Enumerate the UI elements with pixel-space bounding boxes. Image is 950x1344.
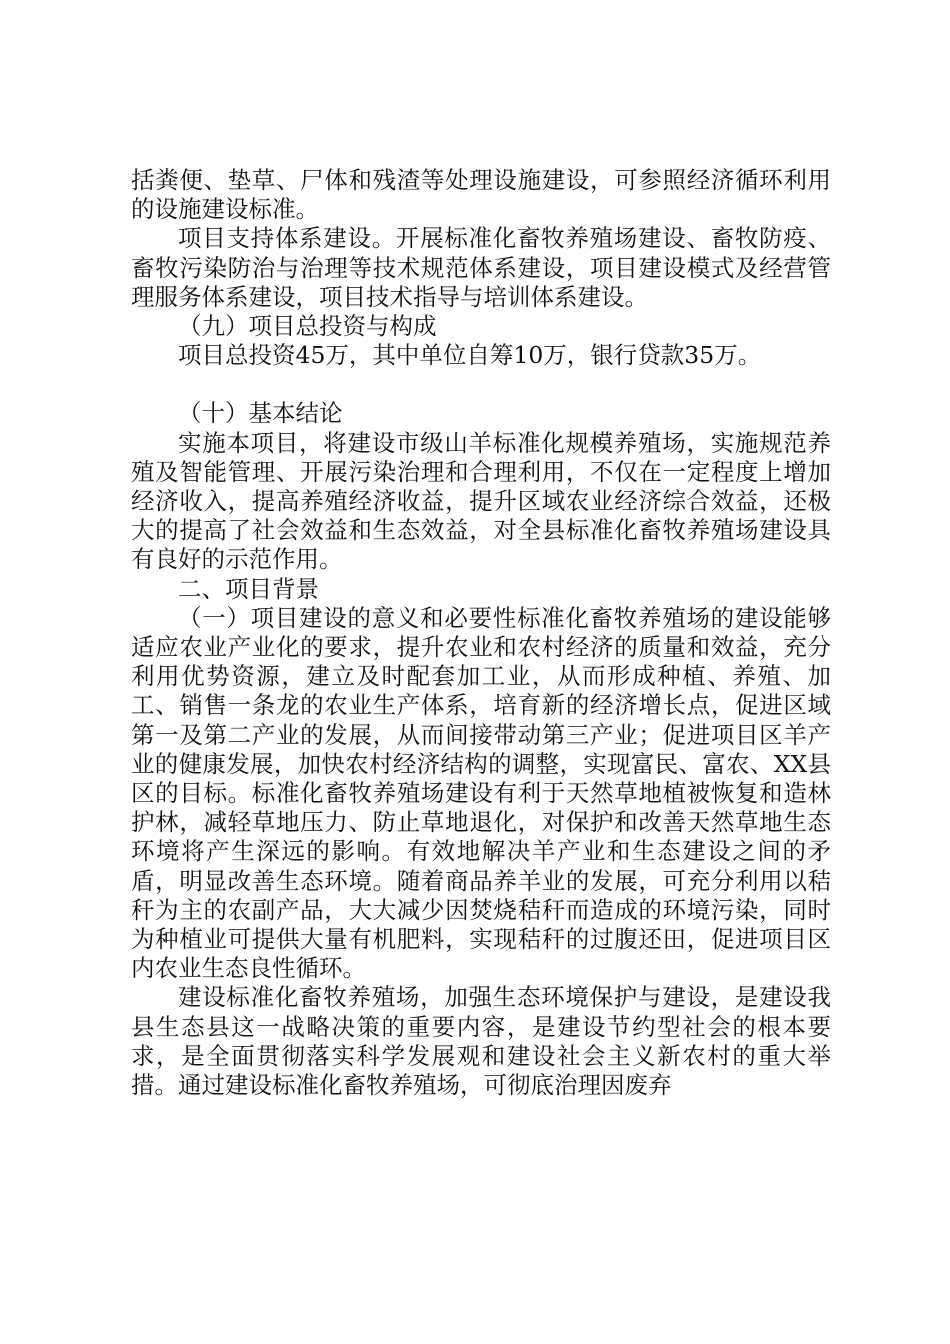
heading-background: 二、项目背景	[178, 574, 319, 603]
paragraph-support-system: 项目支持体系建设。开展标准化畜牧养殖场建设、畜牧防疫、畜牧污染防治与治理等技术规范体系建设，项目建设模式及经营管理服务体系建设，项目技术指导与培训体系建设。	[131, 224, 831, 311]
paragraph-conclusion: 实施本项目，将建设市级山羊标准化规模养殖场，实施规范养殖及智能管理、开展污染治理和合理利用，不仅在一定程度上增加经济收入，提高养殖经济收益，提升区域农业经济综合效益，还极大的提高了社会效益和生态效益，对全县标准化畜牧养殖场建设具有良好的示范作用。	[131, 428, 831, 574]
paragraph-continuation: 括粪便、垫草、尸体和残渣等处理设施建设，可参照经济循环利用的设施建设标准。	[131, 166, 831, 224]
paragraph-ecology: 建设标准化畜牧养殖场，加强生态环境保护与建设，是建设我县生态县这一战略决策的重要内容，是建设节约型社会的根本要求，是全面贯彻落实科学发展观和建设社会主义新农村的重大举措。通过建设标准化畜牧养殖场，可彻底治理因废弃	[131, 983, 831, 1100]
paragraph-investment: 项目总投资45万，其中单位自筹10万，银行贷款35万。	[178, 341, 762, 370]
heading-investment: （九）项目总投资与构成	[178, 312, 437, 341]
paragraph-significance: （一）项目建设的意义和必要性标准化畜牧养殖场的建设能够适应农业产业化的要求，提升农业和农村经济的质量和效益，充分利用优势资源，建立及时配套加工业，从而形成种植、养殖、加工、销售一条龙的农业生产体系，培育新的经济增长点，促进区域第一及第二产业的发展，从而间接带动第三产业；促进项目区羊产业的健康发展，加快农村经济结构的调整，实现富民、富农、XX县区的目标。标准化畜牧养殖场建设有利于天然草地植被恢复和造林护林，减轻草地压力、防止草地退化，对保护和改善天然草地生态环境将产生深远的影响。有效地解决羊产业和生态建设之间的矛盾，明显改善生态环境。随着商品养羊业的发展，可充分利用以秸秆为主的农副产品，大大减少因焚烧秸秆而造成的环境污染，同时为种植业可提供大量有机肥料，实现秸秆的过腹还田，促进项目区内农业生态良性循环。	[131, 603, 831, 983]
document-page	[131, 166, 831, 1100]
heading-conclusion: （十）基本结论	[178, 399, 343, 428]
